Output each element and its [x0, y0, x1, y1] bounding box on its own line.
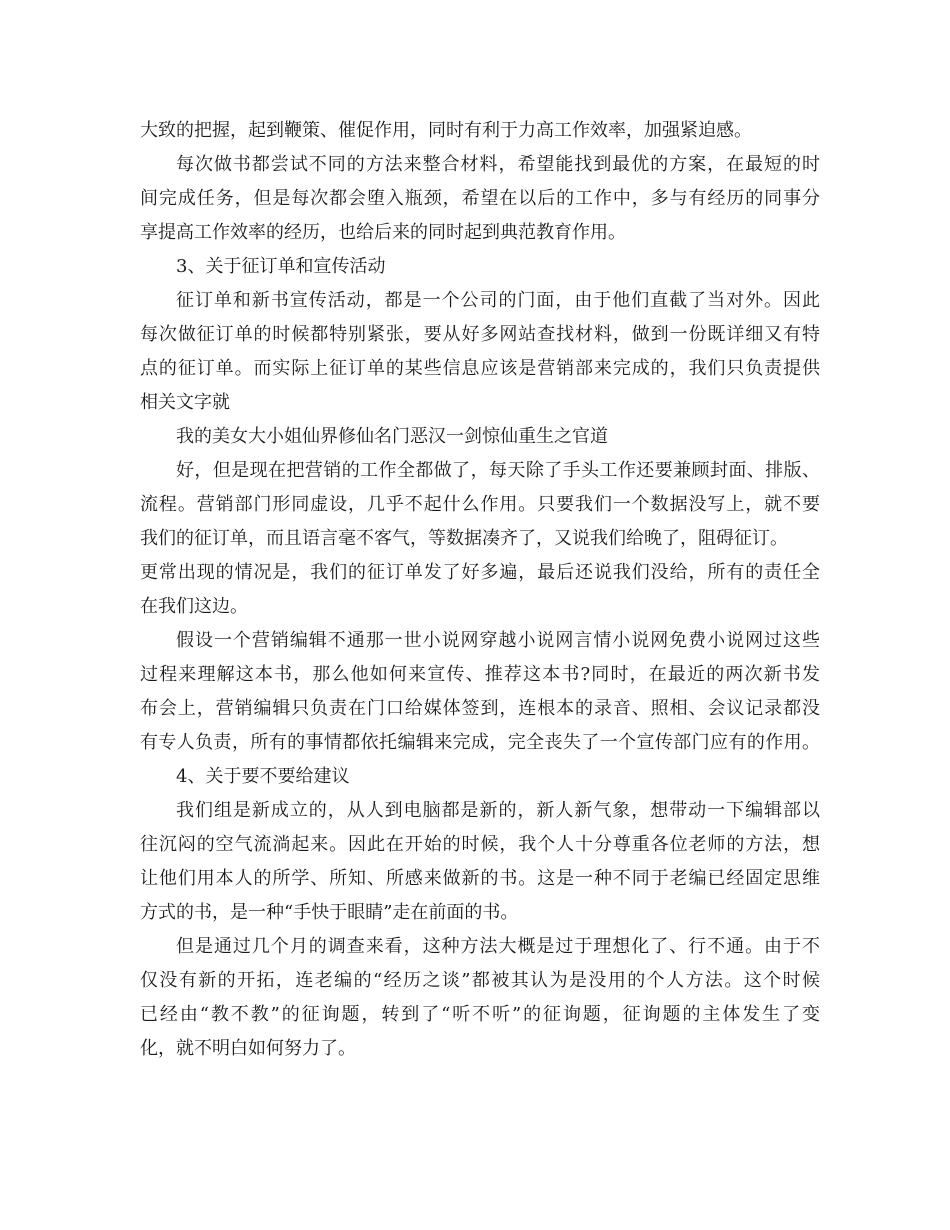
- text-line: 仅没有新的开拓，连老编的“经历之谈”都被其认为是没用的个人方法。这个时候: [140, 970, 820, 991]
- text-line: 过程来理解这本书，那么他如何来宣传、推荐这本书?同时，在最近的两次新书发: [140, 664, 820, 685]
- text-line: 让他们用本人的所学、所知、所感来做新的书。这是一种不同于老编已经固定思维: [140, 868, 820, 889]
- section-heading: 3、关于征订单和宣传活动: [176, 256, 386, 277]
- text-line: 假设一个营销编辑不通那一世小说网穿越小说网言情小说网免费小说网过这些: [176, 630, 820, 651]
- text-line: 每次做征订单的时候都特别紧张，要从好多网站查找材料，做到一份既详细又有特: [140, 324, 820, 345]
- text-line: 在我们这边。: [140, 596, 248, 617]
- document-body: [140, 116, 820, 1068]
- text-line: 流程。营销部门形同虚设，几乎不起什么作用。只要我们一个数据没写上，就不要: [140, 494, 820, 515]
- text-line: 布会上，营销编辑只负责在门口给媒体签到，连根本的录音、照相、会议记录都没: [140, 698, 820, 719]
- text-line: 已经由“教不教”的征询题，转到了“听不听”的征询题，征询题的主体发生了变: [140, 1004, 820, 1025]
- text-line: 更常出现的情况是，我们的征订单发了好多遍，最后还说我们没给，所有的责任全: [140, 562, 820, 583]
- text-line: 化，就不明白如何努力了。: [140, 1038, 356, 1059]
- text-line: 间完成任务，但是每次都会堕入瓶颈，希望在以后的工作中，多与有经历的同事分: [140, 188, 820, 209]
- text-line: 往沉闷的空气流淌起来。因此在开始的时候，我个人十分尊重各位老师的方法，想: [140, 834, 820, 855]
- section-heading: 4、关于要不要给建议: [176, 766, 350, 787]
- text-line: 但是通过几个月的调查来看，这种方法大概是过于理想化了、行不通。由于不: [176, 936, 820, 957]
- text-line: 我的美女大小姐仙界修仙名门恶汉一剑惊仙重生之官道: [176, 426, 608, 447]
- text-line: 我们组是新成立的，从人到电脑都是新的，新人新气象，想带动一下编辑部以: [176, 800, 820, 821]
- text-line: 方式的书，是一种“手快于眼睛”走在前面的书。: [140, 902, 519, 923]
- text-line: 我们的征订单，而且语言毫不客气，等数据凑齐了，又说我们给晚了，阻碍征订。: [140, 528, 788, 549]
- text-line: 好，但是现在把营销的工作全都做了，每天除了手头工作还要兼顾封面、排版、: [176, 460, 820, 481]
- text-line: 每次做书都尝试不同的方法来整合材料，希望能找到最优的方案，在最短的时: [176, 154, 820, 175]
- text-line: 大致的把握，起到鞭策、催促作用，同时有利于力高工作效率，加强紧迫感。: [140, 120, 752, 141]
- text-line: 相关文字就: [140, 392, 230, 413]
- text-line: 有专人负责，所有的事情都依托编辑来完成，完全丧失了一个宣传部门应有的作用。: [140, 732, 820, 753]
- text-line: 征订单和新书宣传活动，都是一个公司的门面，由于他们直截了当对外。因此: [176, 290, 820, 311]
- text-line: 点的征订单。而实际上征订单的某些信息应该是营销部来完成的，我们只负责提供: [140, 358, 820, 379]
- text-line: 享提高工作效率的经历，也给后来的同时起到典范教育作用。: [140, 222, 626, 243]
